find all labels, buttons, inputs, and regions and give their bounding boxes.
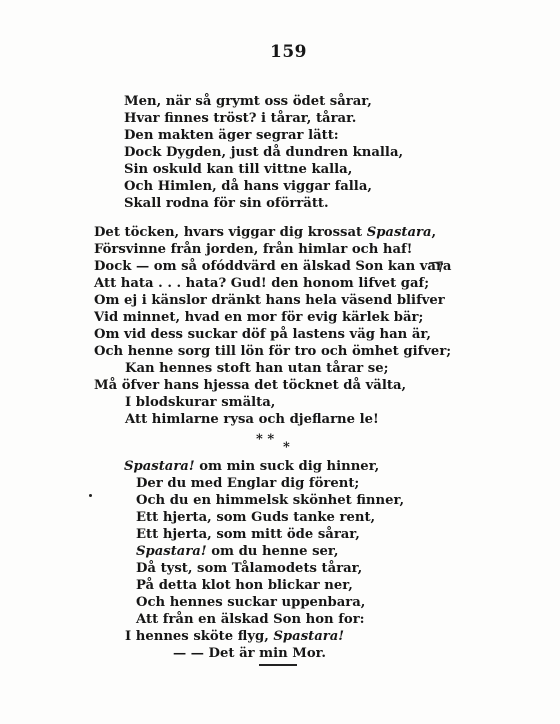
closing-rule — [259, 664, 297, 666]
poem-line: Försvinne från jorden, från himlar och haf! — [94, 242, 413, 257]
poem-line: Hvar finnes tröst? i tårar, tårar. — [124, 111, 357, 126]
poem-line: Att från en älskad Son hon for: — [136, 612, 365, 627]
poem-line: Men, när så grymt oss ödet sårar, — [124, 94, 372, 109]
poem-line: Att himlarne rysa och djeflarne le! — [125, 412, 379, 427]
poem-line: Skall rodna för sin oförrätt. — [124, 196, 329, 211]
poem-line: Ett hjerta, som mitt öde sårar, — [136, 527, 360, 542]
poem-line: Och Himlen, då hans viggar falla, — [124, 179, 372, 194]
poem-line: Då tyst, som Tålamodets tårar, — [136, 561, 363, 576]
poem-line: Och du en himmelsk skönhet finner, — [136, 493, 405, 508]
separator-star-bottom: * — [283, 440, 290, 455]
ink-speck — [89, 494, 92, 497]
poem-line: Om ej i känslor dränkt hans hela väsend blifver — [94, 293, 445, 308]
poem-line: Vid minnet, hvad en mor för evig kärlek bär; — [94, 310, 424, 325]
poem-line: Och henne sorg till lön för tro och ömhet gifver; — [94, 344, 452, 359]
poem-line: — — Det är min Mor. — [173, 646, 327, 661]
poem-line: I blodskurar smälta, — [125, 395, 276, 410]
poem-line: Att hata . . . hata? Gud! den honom lifvet gaf; — [94, 276, 430, 291]
poem-line: Spastara! om du henne ser, — [136, 544, 339, 559]
poem-line: På detta klot hon blickar ner, — [136, 578, 353, 593]
poem-line: Kan hennes stoft han utan tårar se; — [125, 361, 389, 376]
poem-line: Dock Dygden, just då dundren knalla, — [124, 145, 404, 160]
poem-line: Och hennes suckar uppenbara, — [136, 595, 366, 610]
poem-line: Må öfver hans hjessa det töcknet då välta, — [94, 378, 407, 393]
poem-line: Den makten äger segrar lätt: — [124, 128, 339, 143]
poem-line: Dock — om så ofóddvärd en älskad Son kan vara — [94, 259, 452, 274]
poem-line: Om vid dess suckar döf på lastens väg han är, — [94, 327, 431, 342]
poem-line: Spastara! om min suck dig hinner, — [124, 459, 380, 474]
poem-line: Ett hjerta, som Guds tanke rent, — [136, 510, 376, 525]
page-number: 159 — [270, 42, 307, 62]
poem-line: I hennes sköte flyg, Spastara! — [125, 629, 345, 644]
margin-mark-icon — [428, 259, 444, 273]
poem-line: Der du med Englar dig förent; — [136, 476, 360, 491]
poem-line: Det töcken, hvars viggar dig krossat Spastara, — [94, 225, 437, 240]
separator-stars-top: * * — [256, 432, 275, 447]
poem-line: Sin oskuld kan till vittne kalla, — [124, 162, 353, 177]
